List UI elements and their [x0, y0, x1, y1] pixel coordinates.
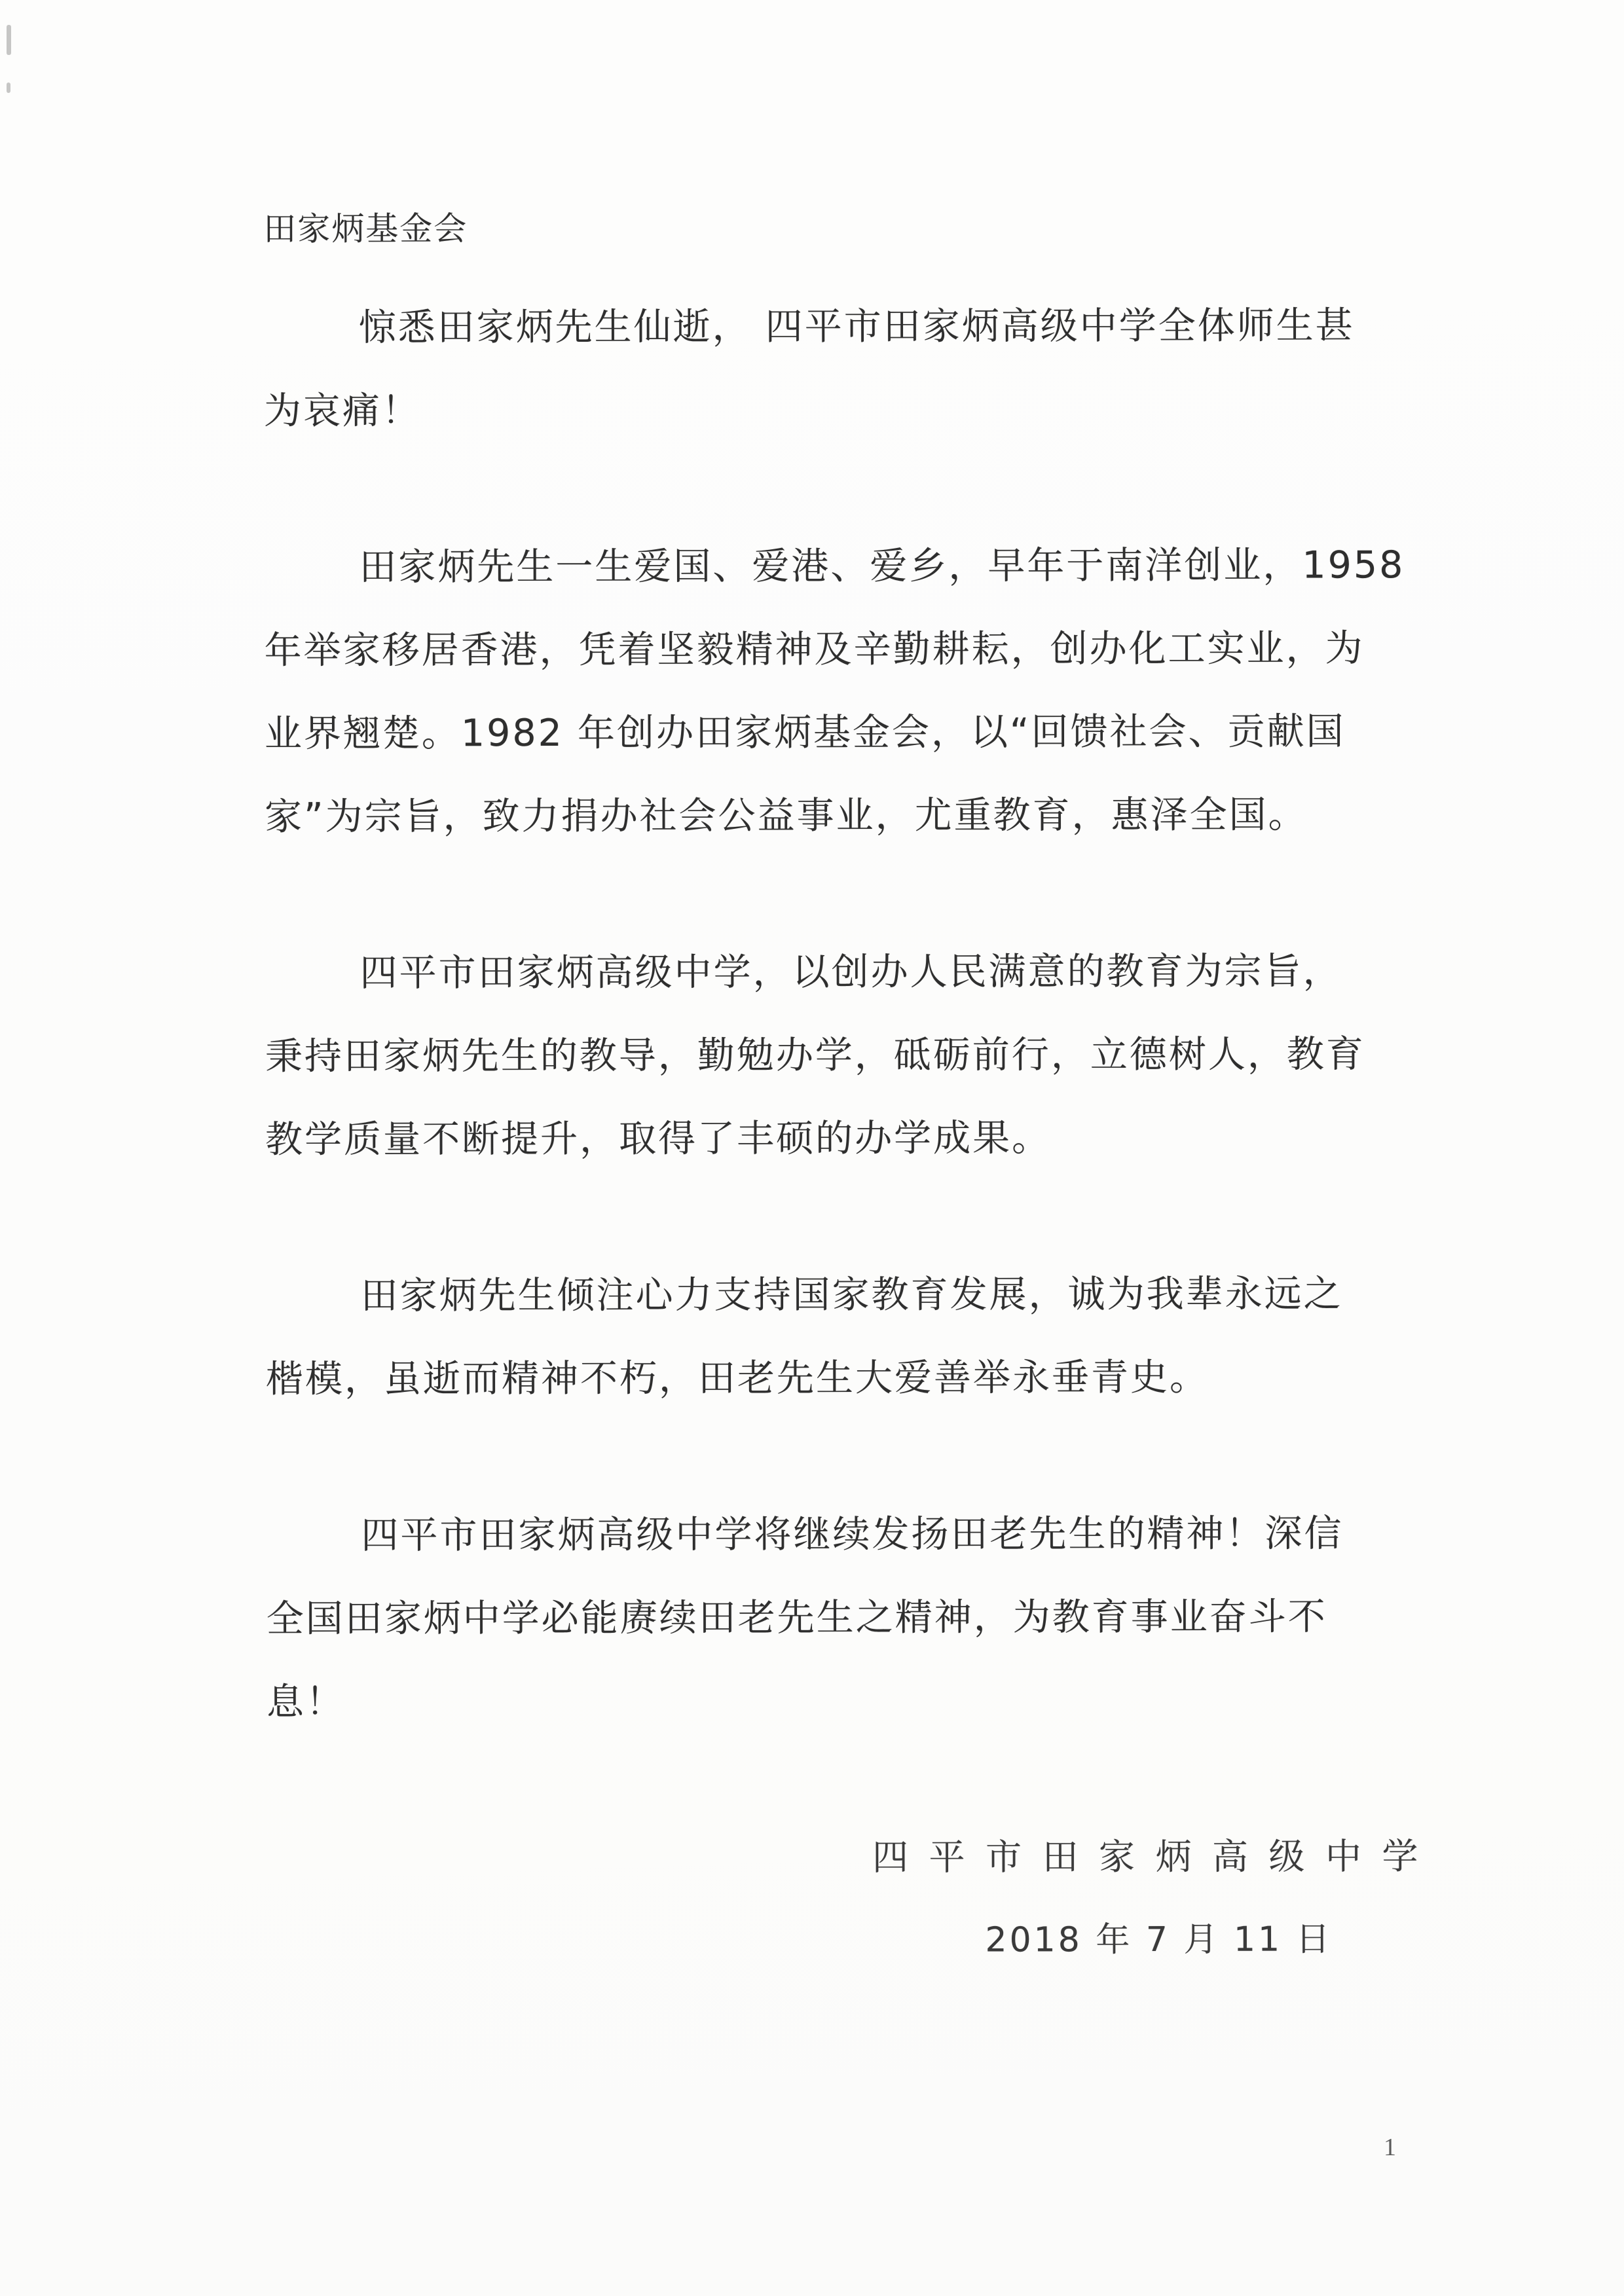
paragraph-5 [266, 1492, 1422, 1744]
text-line: 秉持田家炳先生的教导，勤勉办学，砥砺前行，立德树人，教育 [265, 1032, 1365, 1078]
paragraph-1 [263, 284, 1420, 453]
text-line: 年举家移居香港，凭着坚毅精神及辛勤耕耘，创办化工实业，为 [264, 627, 1365, 672]
text-line: 业界翘楚。1982 年创办田家炳基金会，以“回馈社会、贡献国 [264, 710, 1346, 756]
paragraph-4 [266, 1252, 1422, 1421]
text-line: 为哀痛！ [263, 389, 421, 433]
recipient-line: 田家炳基金会 [263, 210, 468, 248]
text-line: 惊悉田家炳先生仙逝， 四平市田家炳高级中学全体师生甚 [358, 304, 1355, 350]
text-line: 楷模，虽逝而精神不朽，田老先生大爱善举永垂青史。 [265, 1355, 1209, 1401]
page-number: 1 [1384, 2134, 1396, 2161]
paragraph-2 [264, 524, 1420, 859]
text-line: 家”为宗旨，致力捐办社会公益事业，尤重教育，惠泽全国。 [265, 793, 1308, 839]
signature-line: 四 平 市 田 家 炳 高 级 中 学 [872, 1835, 1423, 1878]
text-line: 田家炳先生一生爱国、爱港、爱乡，早年于南洋创业，1958 [359, 543, 1405, 589]
text-line: 息！ [266, 1680, 346, 1724]
date-line: 2018 年 7 月 11 日 [985, 1920, 1333, 1960]
text-line: 四平市田家炳高级中学将继续发扬田老先生的精神！深信 [361, 1512, 1344, 1558]
paragraph-3 [265, 930, 1421, 1182]
scan-smudge-artifact [7, 82, 10, 93]
text-line: 教学质量不断提升，取得了丰硕的办学成果。 [265, 1116, 1052, 1161]
text-line: 全国田家炳中学必能赓续田老先生之精神，为教育事业奋斗不 [266, 1595, 1327, 1641]
text-line: 田家炳先生倾注心力支持国家教育发展，诚为我辈永远之 [360, 1272, 1343, 1318]
scan-smudge-artifact [7, 25, 11, 55]
text-line: 四平市田家炳高级中学，以创办人民满意的教育为宗旨， [360, 949, 1342, 995]
letter-body [263, 207, 1423, 1984]
